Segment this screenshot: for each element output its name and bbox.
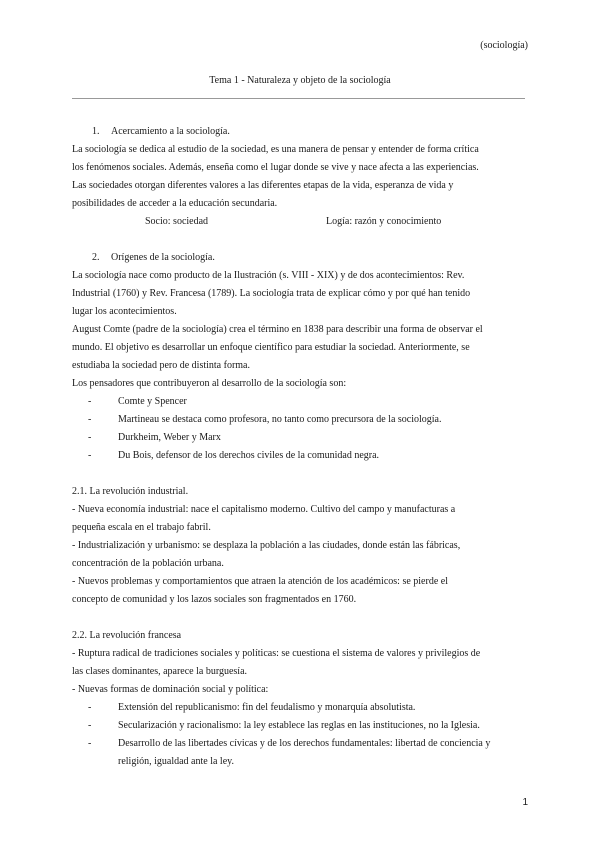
list-item: - Desarrollo de las libertades cívicas y de los derechos fundamentales: libertad de conciencia y: [88, 738, 491, 749]
paragraph-line: lugar los acontecimientos.: [72, 306, 177, 317]
list-item-continuation: religión, igualdad ante la ley.: [118, 756, 234, 767]
paragraph-line: posibilidades de acceder a la educación secundaria.: [72, 198, 278, 209]
title-divider: [72, 98, 525, 99]
logia-term: Logía: razón y conocimiento: [326, 216, 442, 227]
document-body: [72, 123, 532, 771]
list-item: - Martineau se destaca como profesora, no tanto como precursora de la sociología.: [88, 414, 442, 425]
paragraph-line: Industrial (1760) y Rev. Francesa (1789). La sociología trata de explicar cómo y por qué han tenido: [72, 288, 471, 299]
etymology-row: [145, 213, 532, 231]
paragraph-line: los fenómenos sociales. Además, enseña como el lugar donde se vive y nace afecta a las experiencias.: [72, 162, 479, 173]
paragraph-line: concepto de comunidad y los lazos sociales son fragmentados en 1760.: [72, 594, 357, 605]
section-2-heading: 2. Orígenes de la sociología.: [92, 252, 215, 263]
domination-list: [72, 699, 532, 771]
paragraph-line: - Industrialización y urbanismo: se desplaza la población a las ciudades, donde están las fábricas,: [72, 540, 461, 551]
section-1-heading: 1. Acercamiento a la sociología.: [92, 126, 230, 137]
list-item: - Durkheim, Weber y Marx: [88, 432, 221, 443]
paragraph-line: - Nueva economía industrial: nace el capitalismo moderno. Cultivo del campo y manufacturas a: [72, 504, 456, 515]
header-subject: (sociología): [480, 40, 528, 51]
list-item: - Secularización y racionalismo: la ley establece las reglas en las instituciones, no la Iglesia.: [88, 720, 480, 731]
paragraph-line: - Nuevos problemas y comportamientos que atraen la atención de los académicos: se pierde el: [72, 576, 448, 587]
list-item: - Du Bois, defensor de los derechos civiles de la comunidad negra.: [88, 450, 380, 461]
paragraph-line: La sociología nace como producto de la Ilustración (s. VIII - XIX) y de dos acontecimientos: Rev.: [72, 270, 465, 281]
paragraph-line: mundo. El objetivo es desarrollar un enfoque científico para estudiar la sociedad. Anteriormente, se: [72, 342, 470, 353]
paragraph-line: La sociología se dedica al estudio de la sociedad, es una manera de pensar y entender de forma crítica: [72, 144, 479, 155]
paragraph-line: estudiaba la sociedad pero de distinta forma.: [72, 360, 250, 371]
paragraph-line: las clases dominantes, aparece la burguesía.: [72, 666, 248, 677]
paragraph-line: pequeña escala en el trabajo fabril.: [72, 522, 211, 533]
paragraph-line: - Ruptura radical de tradiciones sociales y políticas: se cuestiona el sistema de valores y privilegios de: [72, 648, 481, 659]
page-title: Tema 1 - Naturaleza y objeto de la sociología: [209, 75, 391, 86]
paragraph-line: concentración de la población urbana.: [72, 558, 224, 569]
list-item: - Extensión del republicanismo: fin del feudalismo y monarquía absolutista.: [88, 702, 416, 713]
thinkers-list: [72, 393, 532, 465]
paragraph-line: Los pensadores que contribuyeron al desarrollo de la sociología son:: [72, 378, 347, 389]
paragraph-line: Las sociedades otorgan diferentes valores a las diferentes etapas de la vida, esperanza de vida y: [72, 180, 454, 191]
list-item: - Comte y Spencer: [88, 396, 187, 407]
socio-term: Socio: sociedad: [145, 216, 209, 227]
page-number: 1: [522, 797, 528, 808]
paragraph-line: - Nuevas formas de dominación social y política:: [72, 684, 269, 695]
section-2-1-heading: 2.1. La revolución industrial.: [72, 486, 189, 497]
paragraph-line: August Comte (padre de la sociología) crea el término en 1838 para describir una forma de observar el: [72, 324, 483, 335]
section-2-2-heading: 2.2. La revolución francesa: [72, 630, 182, 641]
